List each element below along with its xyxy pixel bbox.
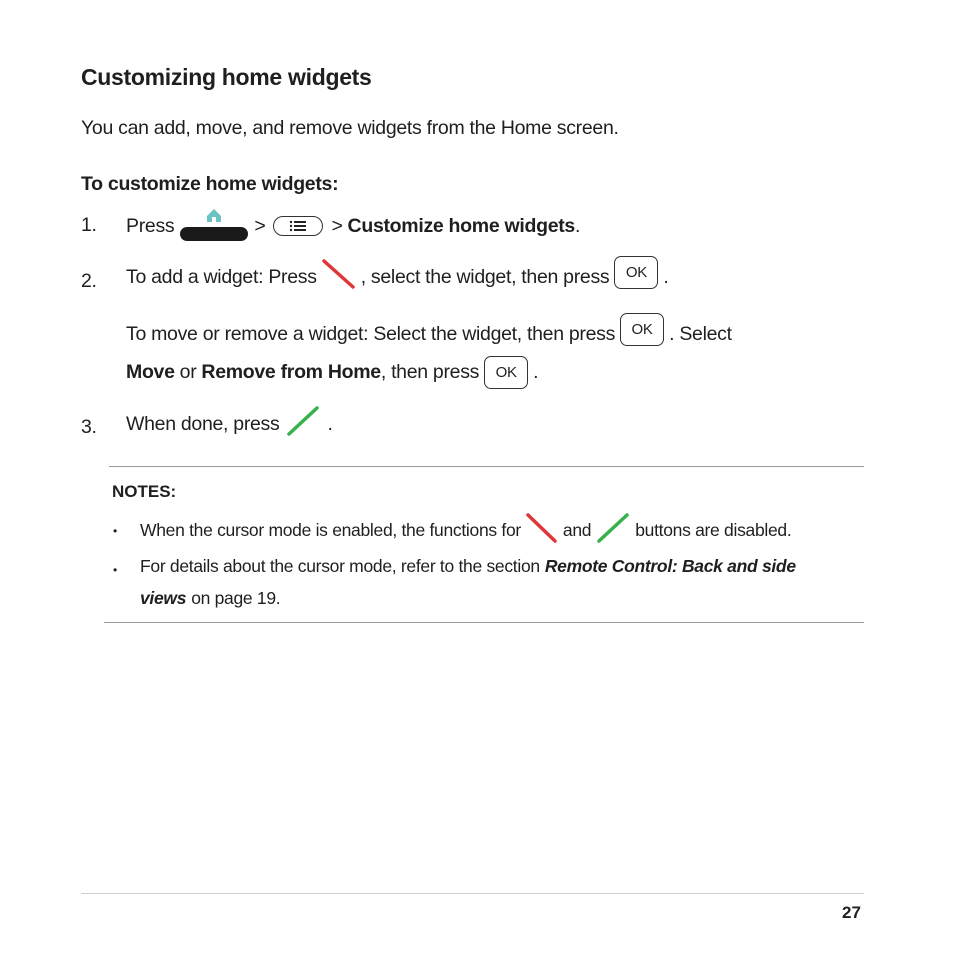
- step-number: 2.: [81, 270, 97, 292]
- step-1-line: [126, 206, 580, 246]
- step-text: , select the widget, then press: [360, 265, 610, 288]
- step-3-line: [126, 404, 333, 444]
- step-text: , then press: [380, 360, 480, 383]
- note-text: on page 19.: [191, 588, 281, 608]
- note-item: [140, 556, 796, 577]
- step-period: .: [663, 265, 669, 288]
- intro-text: You can add, move, and remove widgets from the Home screen.: [81, 117, 619, 139]
- note-text: buttons are disabled.: [635, 519, 792, 540]
- step-action: Customize home widgets: [347, 214, 575, 237]
- footer-divider: [81, 893, 864, 894]
- ok-key-icon: OK: [614, 256, 658, 289]
- note-text: When the cursor mode is enabled, the functions for: [140, 519, 521, 540]
- step-period: .: [327, 412, 333, 435]
- note-bullet: •: [113, 563, 118, 577]
- step-period: .: [533, 360, 539, 383]
- step-period: .: [574, 214, 581, 237]
- page-title: Customizing home widgets: [81, 64, 372, 90]
- note-text: For details about the cursor mode, refer to the section: [140, 556, 540, 576]
- green-stroke-icon: [285, 404, 321, 444]
- notes-heading: NOTES:: [112, 482, 177, 501]
- step-text: or: [179, 360, 197, 383]
- step-number: 3.: [81, 416, 97, 438]
- step-text: . Select: [669, 322, 732, 345]
- section-reference: Remote Control: Back and side: [544, 556, 796, 576]
- step-separator: >: [331, 214, 343, 237]
- page-number: 27: [842, 903, 861, 922]
- step-text: To add a widget: Press: [126, 265, 317, 288]
- step-text: When done, press: [126, 412, 280, 435]
- ok-key-icon: OK: [484, 356, 528, 389]
- step-number: 1.: [81, 214, 97, 236]
- note-bullet: •: [113, 524, 118, 538]
- step-separator: >: [254, 214, 266, 237]
- step-text: Press: [126, 214, 175, 237]
- step-2-remove-line: [126, 352, 538, 392]
- step-text: To move or remove a widget: Select the widget, then press: [126, 322, 616, 345]
- note-item: [140, 512, 791, 548]
- green-stroke-icon: [595, 512, 631, 549]
- procedure-heading: To customize home widgets:: [81, 173, 339, 195]
- red-stroke-icon: [321, 258, 357, 296]
- ok-key-icon: OK: [620, 313, 664, 346]
- step-2-move-line: [126, 313, 732, 355]
- move-option: Move: [126, 360, 175, 383]
- note-text: and: [562, 519, 592, 540]
- notes-bottom-divider: [104, 622, 864, 623]
- menu-icon: [273, 216, 323, 236]
- home-key-icon: [180, 207, 248, 245]
- notes-top-divider: [109, 466, 864, 467]
- red-stroke-icon: [525, 512, 559, 549]
- step-2-line: [126, 256, 669, 298]
- section-reference: views: [140, 588, 187, 608]
- remove-option: Remove from Home: [201, 360, 381, 383]
- note-item-continued: [140, 588, 280, 609]
